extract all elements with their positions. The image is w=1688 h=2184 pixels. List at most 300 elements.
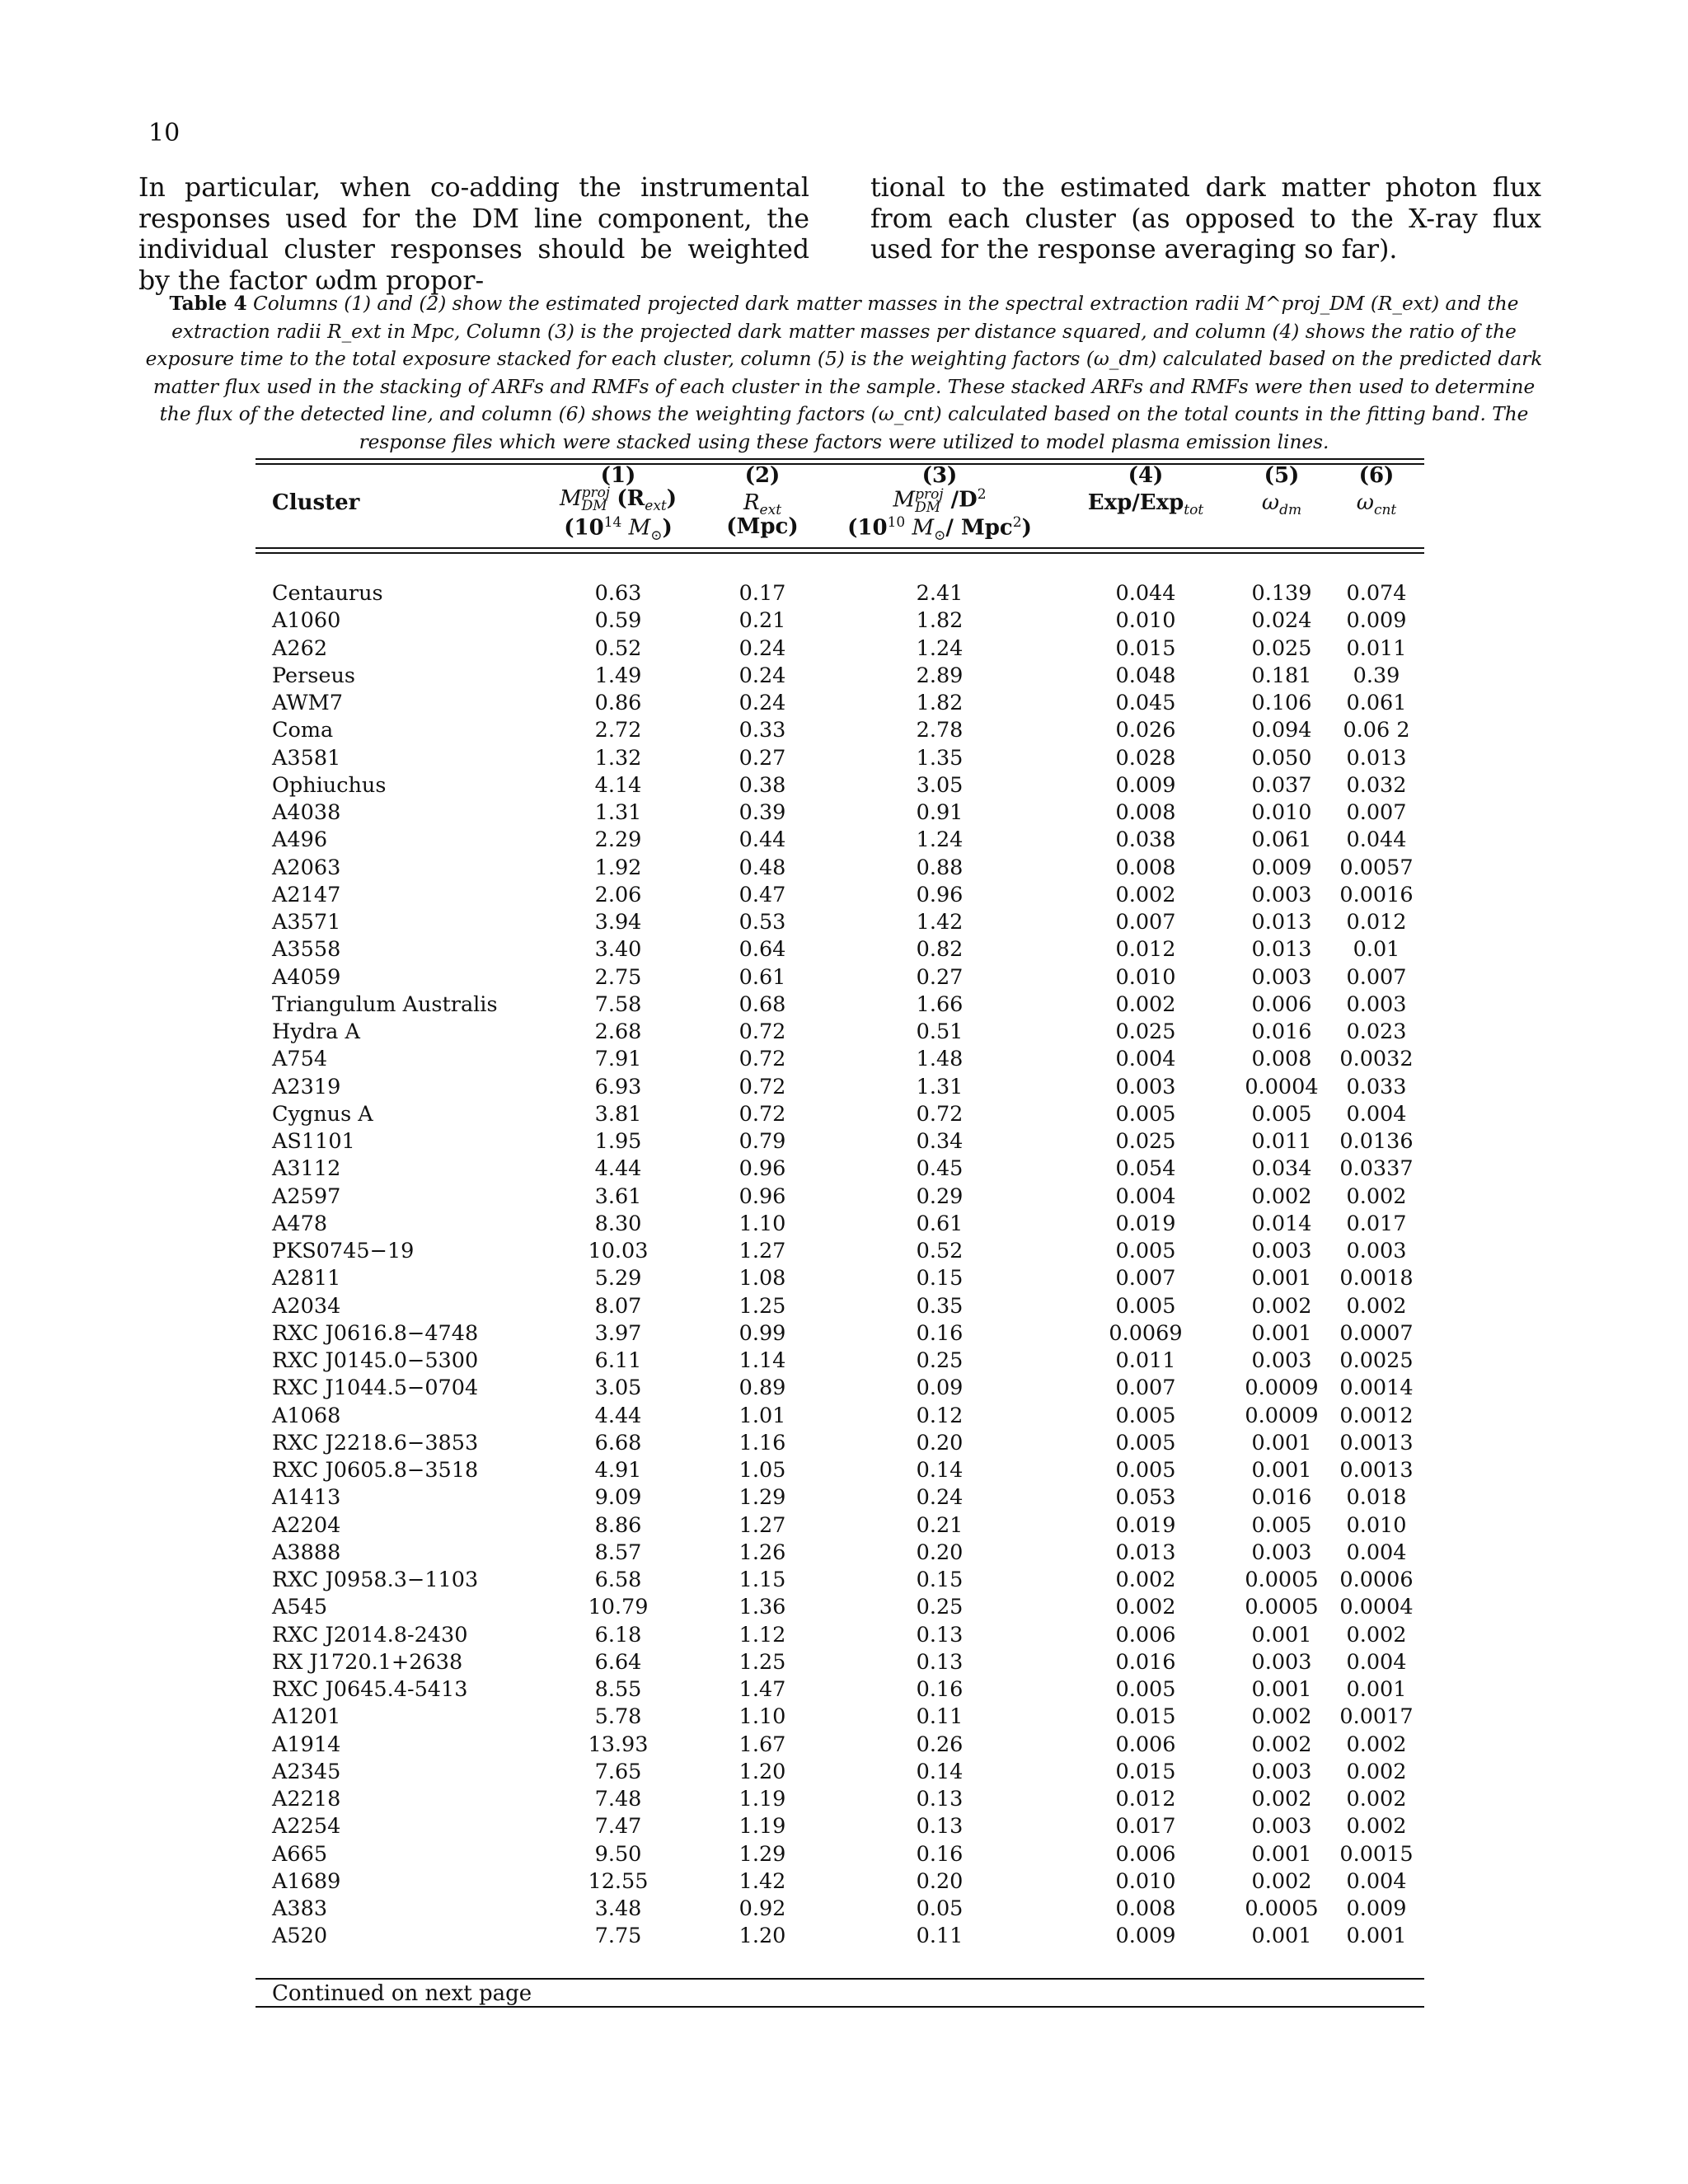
cluster-name: RXC J0958.3−1103	[272, 1568, 479, 1592]
caption-text: Columns (1) and (2) show the estimated projected dark matter masses in the spectral extraction radii M^proj_DM (R_ext) and the extraction radii R_ext in Mpc, Column (3) is the projected dark matter masses per distance squared, and column (4) shows the ratio of the exposure time to the total exposure stacked for each cluster, column (5) is the weighting factors (ω_dm) calculated based on the predicted dark matter flux used in the stacking of ARFs and RMFs of each cluster in the sample. These stacked ARFs and RMFs were then used to determine the flux of the detected line, and column (6) shows the weighting factors (ω_cnt) calculated based on the total counts in the fitting band. The response files which were stacked using these factors were utilized to model plasma emission lines.	[145, 293, 1543, 453]
table-cell-col5: 0.034	[1251, 1156, 1312, 1182]
table-cell-col3: 0.20	[916, 1868, 964, 1894]
table-cell-col4: 0.016	[1115, 1649, 1176, 1675]
table-cell-col5: 0.003	[1251, 882, 1312, 907]
table-cell-col6: 0.012	[1346, 910, 1407, 935]
table-cell-col1: 7.91	[594, 1047, 642, 1072]
table-cell-col4: 0.008	[1115, 800, 1176, 825]
cluster-name: A3571	[272, 910, 341, 935]
table-cell-col6: 0.06 2	[1343, 718, 1410, 743]
table-cell-col1: 6.64	[594, 1649, 642, 1675]
col-number-2: (2)	[744, 463, 781, 488]
table-cell-col5: 0.001	[1251, 1320, 1312, 1346]
table-cell-col2: 0.53	[738, 910, 786, 935]
table-cell-col6: 0.01	[1353, 937, 1400, 963]
table-cell-col6: 0.0016	[1339, 882, 1414, 907]
table-cell-col3: 0.34	[916, 1129, 964, 1154]
table-row	[0, 991, 1688, 1019]
table-cell-col4: 0.009	[1115, 772, 1176, 798]
table-cell-col3: 0.15	[916, 1266, 964, 1291]
table-cell-col1: 7.47	[594, 1814, 642, 1840]
table-cell-col5: 0.013	[1251, 937, 1312, 963]
table-cell-col3: 0.25	[916, 1348, 964, 1373]
col-number-1: (1)	[600, 463, 636, 488]
table-row	[0, 882, 1688, 909]
table-row	[0, 1155, 1688, 1183]
table-row	[0, 1923, 1688, 1950]
table-cell-col6: 0.0013	[1339, 1430, 1414, 1455]
table-cell-col3: 0.16	[916, 1841, 964, 1867]
table-cell-col6: 0.0007	[1339, 1320, 1414, 1346]
table-cell-col6: 0.0057	[1339, 855, 1414, 880]
table-cell-col2: 1.14	[738, 1348, 786, 1373]
intro-right-column: tional to the estimated dark matter photon flux from each cluster (as opposed to the X-ray flux used for the response averaging so far).	[870, 173, 1541, 265]
cluster-name: A1413	[272, 1485, 341, 1511]
table-cell-col1: 8.86	[594, 1512, 642, 1538]
table-cell-col6: 0.004	[1346, 1868, 1407, 1894]
table-cell-col4: 0.006	[1115, 1841, 1176, 1867]
cluster-name: RXC J0645.4-5413	[272, 1677, 468, 1702]
table-cell-col3: 1.82	[916, 691, 964, 715]
cluster-name: A2597	[272, 1183, 341, 1209]
table-cell-col5: 0.010	[1251, 800, 1312, 825]
table-cell-col3: 0.25	[916, 1595, 964, 1620]
table-cell-col4: 0.011	[1115, 1348, 1176, 1373]
table-cell-col5: 0.003	[1251, 1759, 1312, 1784]
table-cell-col3: 0.16	[916, 1677, 964, 1702]
table-cell-col5: 0.009	[1251, 855, 1312, 880]
table-cell-col2: 1.15	[738, 1568, 786, 1592]
cluster-name: Cygnus A	[272, 1101, 373, 1127]
table-cell-col2: 0.17	[738, 581, 786, 606]
table-row	[0, 1403, 1688, 1430]
table-cell-col1: 7.58	[594, 991, 642, 1017]
table-caption	[142, 290, 1546, 456]
table-row	[0, 635, 1688, 663]
table-cell-col2: 1.27	[738, 1239, 786, 1263]
cluster-name: RXC J0605.8−3518	[272, 1458, 479, 1483]
table-cell-col5: 0.003	[1251, 1814, 1312, 1840]
table-cell-col1: 13.93	[588, 1732, 649, 1757]
table-cell-col6: 0.0136	[1339, 1129, 1414, 1154]
table-cell-col6: 0.033	[1346, 1074, 1407, 1099]
table-cell-col6: 0.074	[1346, 581, 1407, 606]
table-cell-col6: 0.032	[1346, 772, 1407, 798]
table-row	[0, 1732, 1688, 1759]
table-cell-col3: 0.24	[916, 1485, 964, 1511]
header-col2-unit: (Mpc)	[726, 514, 799, 539]
table-cell-col6: 0.007	[1346, 800, 1407, 825]
table-row	[0, 1841, 1688, 1868]
cluster-name: A1201	[272, 1704, 341, 1730]
table-cell-col1: 4.44	[594, 1403, 642, 1428]
table-cell-col2: 1.27	[738, 1512, 786, 1538]
continued-note: Continued on next page	[272, 1981, 532, 2006]
table-cell-col6: 0.010	[1346, 1512, 1407, 1538]
table-cell-col1: 7.65	[594, 1759, 642, 1784]
table-cell-col4: 0.038	[1115, 827, 1176, 853]
table-cell-col1: 8.55	[594, 1677, 642, 1702]
table-cell-col2: 0.99	[738, 1320, 786, 1346]
table-row	[0, 1622, 1688, 1649]
table-cell-col5: 0.002	[1251, 1787, 1312, 1811]
table-row	[0, 690, 1688, 717]
table-cell-col3: 0.14	[916, 1458, 964, 1483]
table-footer-rule	[256, 2006, 1424, 2008]
table-cell-col2: 0.33	[738, 718, 786, 743]
table-cell-col4: 0.002	[1115, 1568, 1176, 1592]
table-cell-col2: 0.39	[738, 800, 786, 825]
table-cell-col4: 0.005	[1115, 1677, 1176, 1702]
table-cell-col1: 1.95	[594, 1129, 642, 1154]
table-cell-col4: 0.005	[1115, 1101, 1176, 1127]
table-cell-col3: 1.66	[916, 991, 964, 1017]
table-cell-col1: 8.30	[594, 1211, 642, 1236]
table-cell-col2: 0.24	[738, 635, 786, 661]
table-cell-col1: 2.75	[594, 964, 642, 990]
table-cell-col5: 0.001	[1251, 1677, 1312, 1702]
header-col1: Mproj DM $(R_{ext})$	[559, 485, 678, 515]
table-cell-col3: 0.88	[916, 855, 964, 880]
table-cell-col5: 0.014	[1251, 1211, 1312, 1236]
cluster-name: Ophiuchus	[272, 772, 387, 798]
table-cell-col6: 0.0018	[1339, 1266, 1414, 1291]
table-cell-col5: 0.002	[1251, 1868, 1312, 1894]
table-cell-col6: 0.044	[1346, 827, 1407, 853]
table-cell-col2: 1.20	[738, 1759, 786, 1784]
table-cell-col6: 0.009	[1346, 1896, 1407, 1921]
table-top-rule	[256, 458, 1424, 460]
cluster-name: RXC J2014.8-2430	[272, 1622, 468, 1647]
table-cell-col3: 0.27	[916, 964, 964, 990]
table-cell-col3: 0.05	[916, 1896, 964, 1921]
cluster-name: A2063	[272, 855, 341, 880]
table-cell-col2: 0.89	[738, 1376, 786, 1401]
table-row	[0, 1567, 1688, 1594]
table-cell-col3: 0.72	[916, 1101, 964, 1127]
table-cell-col1: 3.94	[594, 910, 642, 935]
table-cell-col5: 0.003	[1251, 964, 1312, 990]
table-cell-col2: 1.25	[738, 1649, 786, 1675]
table-cell-col3: 0.29	[916, 1183, 964, 1209]
table-row	[0, 663, 1688, 690]
table-cell-col3: 1.31	[916, 1074, 964, 1099]
cluster-name: RXC J2218.6−3853	[272, 1430, 479, 1455]
table-row	[0, 1457, 1688, 1484]
table-cell-col1: 7.75	[594, 1924, 642, 1949]
table-cell-col2: 1.12	[738, 1622, 786, 1647]
table-cell-col6: 0.002	[1346, 1183, 1407, 1209]
table-cell-col6: 0.002	[1346, 1622, 1407, 1647]
table-cell-col3: 0.82	[916, 937, 964, 963]
table-cell-col2: 1.29	[738, 1841, 786, 1867]
table-cell-col4: 0.044	[1115, 581, 1176, 606]
table-cell-col3: 0.20	[916, 1540, 964, 1565]
table-row	[0, 1293, 1688, 1320]
cluster-name: A4059	[272, 964, 341, 990]
table-cell-col4: 0.054	[1115, 1156, 1176, 1182]
table-cell-col5: 0.016	[1251, 1019, 1312, 1044]
table-cell-col4: 0.007	[1115, 1376, 1176, 1401]
table-row	[0, 1540, 1688, 1567]
table-cell-col1: 6.93	[594, 1074, 642, 1099]
table-row	[0, 936, 1688, 963]
cluster-name: A3558	[272, 937, 341, 963]
table-cell-col1: 0.59	[594, 608, 642, 634]
table-row	[0, 607, 1688, 635]
table-row	[0, 1759, 1688, 1786]
table-cell-col1: 0.86	[594, 691, 642, 715]
cluster-name: A2034	[272, 1293, 341, 1319]
table-cell-col1: 3.81	[594, 1101, 642, 1127]
table-cell-col4: 0.028	[1115, 745, 1176, 771]
cluster-name: A1060	[272, 608, 341, 634]
header-col3-unit: ($10^{10}$ $M_⊙/$ Mpc$^2$)	[847, 514, 1032, 544]
table-cell-col1: 0.52	[594, 635, 642, 661]
table-cell-col5: 0.001	[1251, 1266, 1312, 1291]
table-row	[0, 1238, 1688, 1265]
table-cell-col6: 0.0025	[1339, 1348, 1414, 1373]
table-cell-col5: 0.001	[1251, 1458, 1312, 1483]
cluster-name: A2254	[272, 1814, 341, 1840]
table-row	[0, 1375, 1688, 1402]
cluster-name: A2345	[272, 1759, 341, 1784]
header-col2: $R_{ext}$	[743, 490, 782, 519]
table-bottom-rule	[256, 1978, 1424, 1980]
table-cell-col2: 0.68	[738, 991, 786, 1017]
table-cell-col2: 0.72	[738, 1101, 786, 1127]
cluster-name: A2218	[272, 1787, 341, 1811]
table-row	[0, 1320, 1688, 1347]
table-cell-col4: 0.053	[1115, 1485, 1176, 1511]
table-row	[0, 745, 1688, 772]
cluster-name: A478	[272, 1211, 328, 1236]
table-cell-col6: 0.0004	[1339, 1595, 1414, 1620]
header-cluster: Cluster	[272, 490, 360, 515]
cluster-name: Triangulum Australis	[272, 991, 498, 1017]
table-cell-col1: 10.03	[588, 1239, 649, 1263]
header-col3: Mproj DM $/D^2$	[893, 485, 987, 516]
table-cell-col5: 0.008	[1251, 1047, 1312, 1072]
table-cell-col5: 0.0005	[1245, 1568, 1319, 1592]
cluster-name: RXC J0616.8−4748	[272, 1320, 479, 1346]
table-cell-col4: 0.025	[1115, 1019, 1176, 1044]
col-number-6: (6)	[1358, 463, 1395, 488]
table-cell-col3: 1.42	[916, 910, 964, 935]
table-cell-col6: 0.009	[1346, 608, 1407, 634]
table-cell-col5: 0.139	[1251, 581, 1312, 606]
table-cell-col2: 0.72	[738, 1019, 786, 1044]
table-cell-col6: 0.011	[1346, 635, 1407, 661]
table-cell-col5: 0.002	[1251, 1183, 1312, 1209]
table-cell-col2: 0.38	[738, 772, 786, 798]
cluster-name: Hydra A	[272, 1019, 360, 1044]
table-cell-col4: 0.002	[1115, 882, 1176, 907]
table-cell-col2: 0.96	[738, 1156, 786, 1182]
col-number-4: (4)	[1128, 463, 1164, 488]
table-cell-col4: 0.002	[1115, 1595, 1176, 1620]
table-cell-col2: 1.19	[738, 1787, 786, 1811]
cluster-name: A754	[272, 1047, 328, 1072]
table-cell-col2: 0.24	[738, 691, 786, 715]
table-cell-col4: 0.005	[1115, 1239, 1176, 1263]
table-row	[0, 827, 1688, 854]
table-cell-col6: 0.0014	[1339, 1376, 1414, 1401]
table-cell-col6: 0.0337	[1339, 1156, 1414, 1182]
table-cell-col5: 0.050	[1251, 745, 1312, 771]
table-cell-col4: 0.048	[1115, 663, 1176, 688]
table-cell-col5: 0.061	[1251, 827, 1312, 853]
table-cell-col2: 0.21	[738, 608, 786, 634]
table-cell-col1: 7.48	[594, 1787, 642, 1811]
table-cell-col3: 0.91	[916, 800, 964, 825]
cluster-name: A1914	[272, 1732, 341, 1757]
table-cell-col1: 1.31	[594, 800, 642, 825]
table-cell-col2: 0.47	[738, 882, 786, 907]
table-cell-col3: 0.12	[916, 1403, 964, 1428]
table-cell-col3: 0.21	[916, 1512, 964, 1538]
col-number-3: (3)	[921, 463, 958, 488]
table-cell-col5: 0.094	[1251, 718, 1312, 743]
table-cell-col2: 1.08	[738, 1266, 786, 1291]
table-row	[0, 1594, 1688, 1621]
cluster-name: A4038	[272, 800, 341, 825]
table-cell-col3: 0.52	[916, 1239, 964, 1263]
table-cell-col3: 0.35	[916, 1293, 964, 1319]
table-cell-col1: 2.29	[594, 827, 642, 853]
table-cell-col6: 0.0013	[1339, 1458, 1414, 1483]
table-cell-col3: 1.24	[916, 635, 964, 661]
caption-label: Table 4	[169, 293, 247, 315]
table-cell-col6: 0.001	[1346, 1924, 1407, 1949]
table-row	[0, 1074, 1688, 1101]
table-cell-col4: 0.012	[1115, 937, 1176, 963]
page-number: 10	[148, 119, 181, 148]
table-cell-col5: 0.0009	[1245, 1376, 1319, 1401]
table-cell-col5: 0.005	[1251, 1512, 1312, 1538]
table-cell-col1: 0.63	[594, 581, 642, 606]
table-cell-col6: 0.0006	[1339, 1568, 1414, 1592]
header-bottom-rule-2	[256, 552, 1424, 554]
table-cell-col3: 0.11	[916, 1704, 964, 1730]
table-row	[0, 580, 1688, 607]
cluster-name: Coma	[272, 718, 334, 743]
table-cell-col5: 0.005	[1251, 1101, 1312, 1127]
table-cell-col2: 0.61	[738, 964, 786, 990]
cluster-name: A3581	[272, 745, 341, 771]
table-cell-col3: 0.26	[916, 1732, 964, 1757]
table-cell-col4: 0.005	[1115, 1458, 1176, 1483]
table-row	[0, 964, 1688, 991]
table-cell-col5: 0.001	[1251, 1841, 1312, 1867]
table-cell-col5: 0.001	[1251, 1430, 1312, 1455]
table-cell-col2: 0.72	[738, 1047, 786, 1072]
table-cell-col5: 0.016	[1251, 1485, 1312, 1511]
table-cell-col3: 0.20	[916, 1430, 964, 1455]
cluster-name: AS1101	[272, 1129, 355, 1154]
table-cell-col4: 0.002	[1115, 991, 1176, 1017]
cluster-name: A3888	[272, 1540, 341, 1565]
table-row	[0, 1347, 1688, 1375]
table-cell-col1: 2.06	[594, 882, 642, 907]
table-row	[0, 1128, 1688, 1155]
table-row	[0, 1813, 1688, 1840]
header-bottom-rule	[256, 547, 1424, 549]
table-cell-col6: 0.0015	[1339, 1841, 1414, 1867]
table-cell-col5: 0.011	[1251, 1129, 1312, 1154]
table-cell-col6: 0.001	[1346, 1677, 1407, 1702]
cluster-name: A3112	[272, 1156, 341, 1182]
table-cell-col2: 0.72	[738, 1074, 786, 1099]
table-cell-col1: 3.40	[594, 937, 642, 963]
cluster-name: A2204	[272, 1512, 341, 1538]
table-cell-col4: 0.004	[1115, 1047, 1176, 1072]
table-cell-col5: 0.003	[1251, 1348, 1312, 1373]
table-cell-col4: 0.026	[1115, 718, 1176, 743]
table-cell-col6: 0.0012	[1339, 1403, 1414, 1428]
table-cell-col4: 0.0069	[1109, 1320, 1183, 1346]
table-row	[0, 772, 1688, 799]
table-cell-col1: 6.68	[594, 1430, 642, 1455]
table-cell-col3: 0.13	[916, 1787, 964, 1811]
cluster-name: RXC J0145.0−5300	[272, 1348, 479, 1373]
table-cell-col5: 0.002	[1251, 1732, 1312, 1757]
table-cell-col1: 2.72	[594, 718, 642, 743]
table-cell-col4: 0.015	[1115, 635, 1176, 661]
table-cell-col6: 0.061	[1346, 691, 1407, 715]
table-cell-col6: 0.018	[1346, 1485, 1407, 1511]
table-cell-col4: 0.007	[1115, 910, 1176, 935]
table-cell-col5: 0.025	[1251, 635, 1312, 661]
table-cell-col2: 1.25	[738, 1293, 786, 1319]
table-row	[0, 1430, 1688, 1457]
table-cell-col1: 3.48	[594, 1896, 642, 1921]
table-cell-col2: 1.42	[738, 1868, 786, 1894]
table-row	[0, 1265, 1688, 1292]
table-cell-col5: 0.181	[1251, 663, 1312, 688]
table-cell-col5: 0.0004	[1245, 1074, 1319, 1099]
table-cell-col4: 0.019	[1115, 1211, 1176, 1236]
table-cell-col5: 0.106	[1251, 691, 1312, 715]
table-cell-col4: 0.019	[1115, 1512, 1176, 1538]
cluster-name: A262	[272, 635, 328, 661]
cluster-name: A1689	[272, 1868, 341, 1894]
table-cell-col1: 6.11	[594, 1348, 642, 1373]
cluster-name: A2147	[272, 882, 341, 907]
table-cell-col1: 12.55	[588, 1868, 649, 1894]
table-cell-col2: 1.36	[738, 1595, 786, 1620]
table-cell-col3: 3.05	[916, 772, 964, 798]
table-cell-col3: 0.13	[916, 1814, 964, 1840]
table-cell-col4: 0.012	[1115, 1787, 1176, 1811]
table-cell-col2: 1.05	[738, 1458, 786, 1483]
table-cell-col6: 0.004	[1346, 1101, 1407, 1127]
table-cell-col2: 1.19	[738, 1814, 786, 1840]
table-cell-col3: 2.89	[916, 663, 964, 688]
table-cell-col1: 4.14	[594, 772, 642, 798]
table-cell-col4: 0.005	[1115, 1403, 1176, 1428]
table-cell-col4: 0.010	[1115, 608, 1176, 634]
table-cell-col2: 1.67	[738, 1732, 786, 1757]
table-row	[0, 1786, 1688, 1813]
table-row	[0, 1183, 1688, 1211]
table-cell-col5: 0.0005	[1245, 1896, 1319, 1921]
table-cell-col6: 0.003	[1346, 1239, 1407, 1263]
table-cell-col6: 0.017	[1346, 1211, 1407, 1236]
table-cell-col3: 0.96	[916, 882, 964, 907]
table-cell-col5: 0.0009	[1245, 1403, 1319, 1428]
table-cell-col1: 3.97	[594, 1320, 642, 1346]
